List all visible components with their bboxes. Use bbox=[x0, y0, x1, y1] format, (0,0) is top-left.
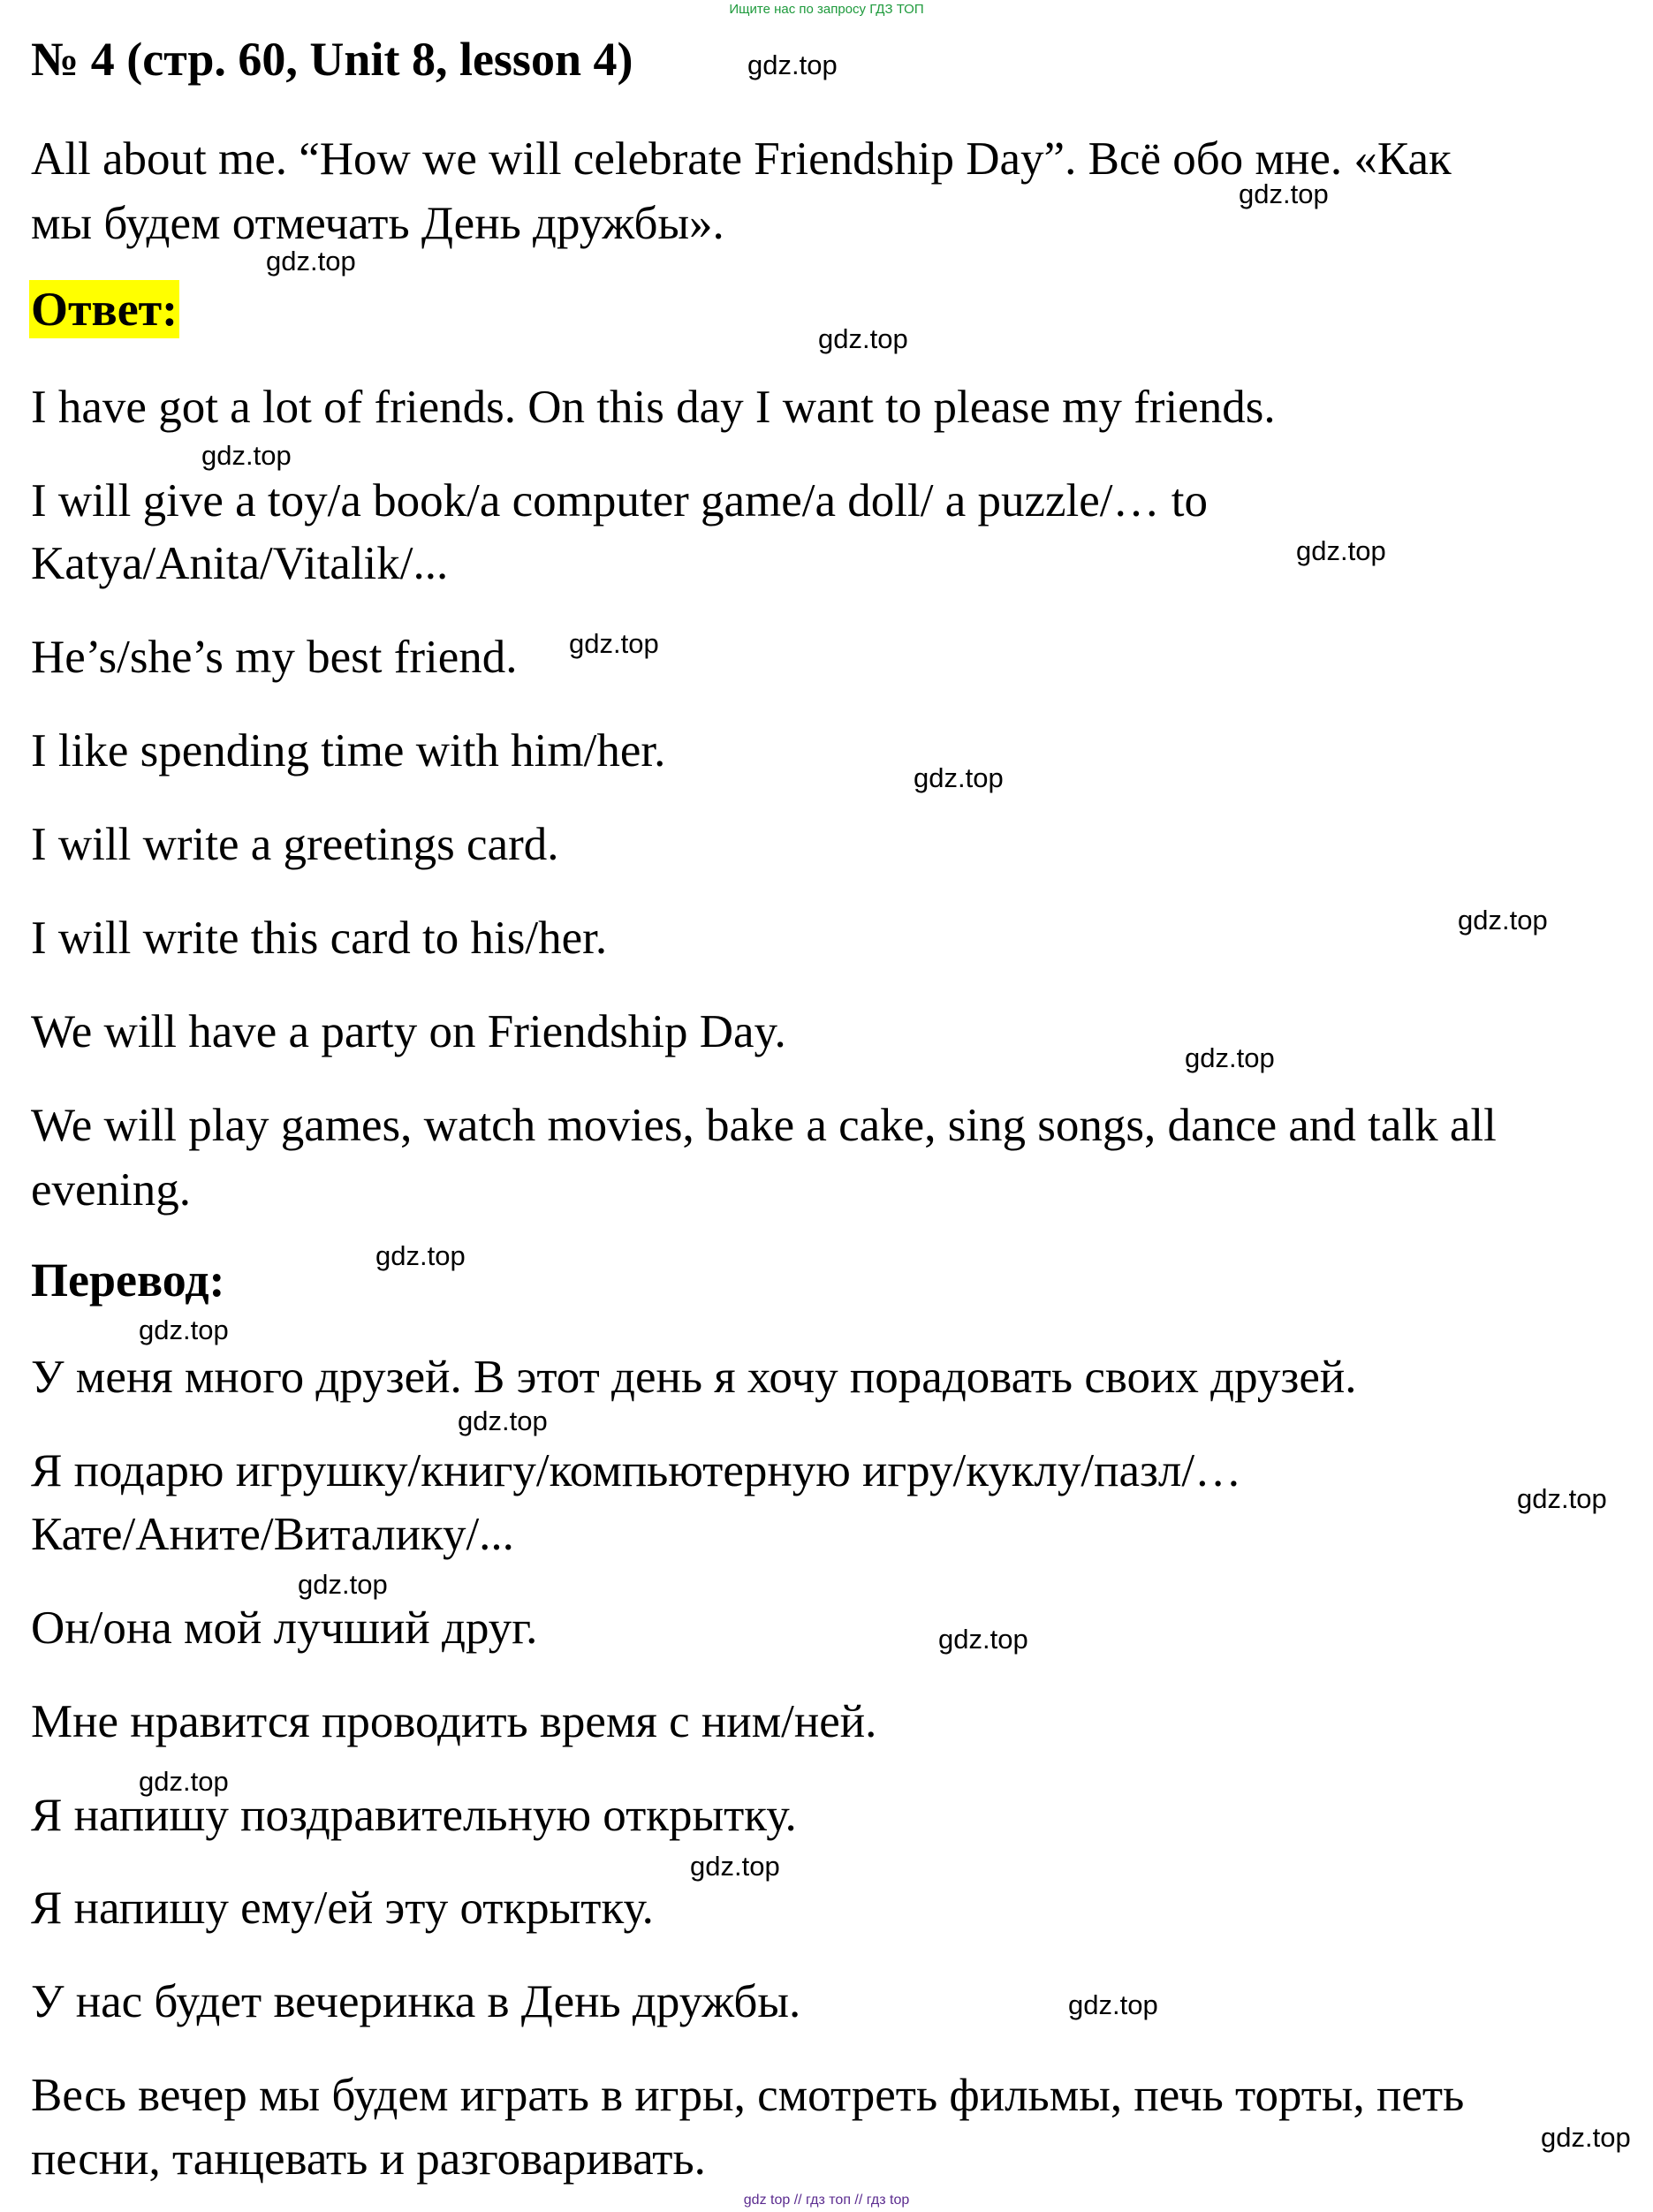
watermark: gdz.top bbox=[818, 323, 908, 354]
answer-line: evening. bbox=[31, 1164, 192, 1216]
watermark: gdz.top bbox=[1541, 2122, 1631, 2153]
answer-line: I will give a toy/a book/a computer game/a doll/ a puzzle/… to bbox=[31, 475, 1208, 526]
answer-line: We will play games, watch movies, bake a cake, sing songs, dance and talk all bbox=[31, 1100, 1497, 1151]
translation-line: У нас будет вечеринка в День дружбы. bbox=[31, 1976, 801, 2027]
watermark: gdz.top bbox=[266, 246, 356, 276]
watermark: gdz.top bbox=[914, 762, 1004, 793]
watermark: gdz.top bbox=[375, 1240, 466, 1271]
watermark: gdz.top bbox=[1068, 1989, 1158, 2020]
watermark: gdz.top bbox=[1458, 905, 1548, 936]
watermark: gdz.top bbox=[139, 1766, 229, 1797]
translation-line: Кате/Аните/Виталику/... bbox=[31, 1509, 514, 1560]
watermark: gdz.top bbox=[747, 49, 838, 80]
answer-line: We will have a party on Friendship Day. bbox=[31, 1006, 786, 1057]
watermark: gdz.top bbox=[201, 440, 292, 471]
answer-line: He’s/she’s my best friend. bbox=[31, 632, 518, 683]
translation-line: У меня много друзей. В этот день я хочу порадовать своих друзей. bbox=[31, 1352, 1357, 1403]
answer-line: I like spending time with him/her. bbox=[31, 725, 666, 776]
watermark: gdz.top bbox=[1517, 1483, 1607, 1514]
translation-line: Я напишу ему/ей эту открытку. bbox=[31, 1882, 654, 1934]
intro-line-2: мы будем отмечать День дружбы». bbox=[31, 198, 724, 249]
watermark: gdz.top bbox=[1239, 178, 1329, 209]
bottom-banner: gdz top // гдз топ // гдз top bbox=[743, 2193, 910, 2208]
translation-line: песни, танцевать и разговаривать. bbox=[31, 2133, 706, 2185]
watermark: gdz.top bbox=[1296, 535, 1386, 566]
translation-line: Он/она мой лучший друг. bbox=[31, 1602, 538, 1654]
answer-line: I will write this card to his/her. bbox=[31, 913, 608, 964]
watermark: gdz.top bbox=[139, 1314, 229, 1345]
watermark: gdz.top bbox=[458, 1405, 548, 1436]
translation-line: Я напишу поздравительную открытку. bbox=[31, 1790, 797, 1841]
watermark: gdz.top bbox=[298, 1569, 388, 1600]
answer-line: Katya/Anita/Vitalik/... bbox=[31, 538, 449, 589]
answer-line: I will write a greetings card. bbox=[31, 819, 559, 870]
translation-label: Перевод: bbox=[31, 1254, 225, 1307]
answer-label: Ответ: bbox=[29, 280, 179, 338]
watermark: gdz.top bbox=[569, 628, 659, 659]
top-banner: Ищите нас по запросу ГДЗ ТОП bbox=[729, 2, 924, 17]
watermark: gdz.top bbox=[938, 1624, 1028, 1655]
watermark: gdz.top bbox=[1185, 1042, 1275, 1073]
intro-line-1: All about me. “How we will celebrate Friendship Day”. Всё обо мне. «Как bbox=[31, 133, 1452, 185]
translation-line: Весь вечер мы будем играть в игры, смотреть фильмы, печь торты, петь bbox=[31, 2070, 1465, 2121]
watermark: gdz.top bbox=[690, 1851, 780, 1882]
translation-line: Мне нравится проводить время с ним/ней. bbox=[31, 1696, 877, 1747]
exercise-heading: № 4 (стр. 60, Unit 8, lesson 4) bbox=[31, 33, 633, 86]
translation-line: Я подарю игрушку/книгу/компьютерную игру/куклу/пазл/… bbox=[31, 1445, 1242, 1496]
answer-line: I have got a lot of friends. On this day I want to please my friends. bbox=[31, 382, 1276, 433]
